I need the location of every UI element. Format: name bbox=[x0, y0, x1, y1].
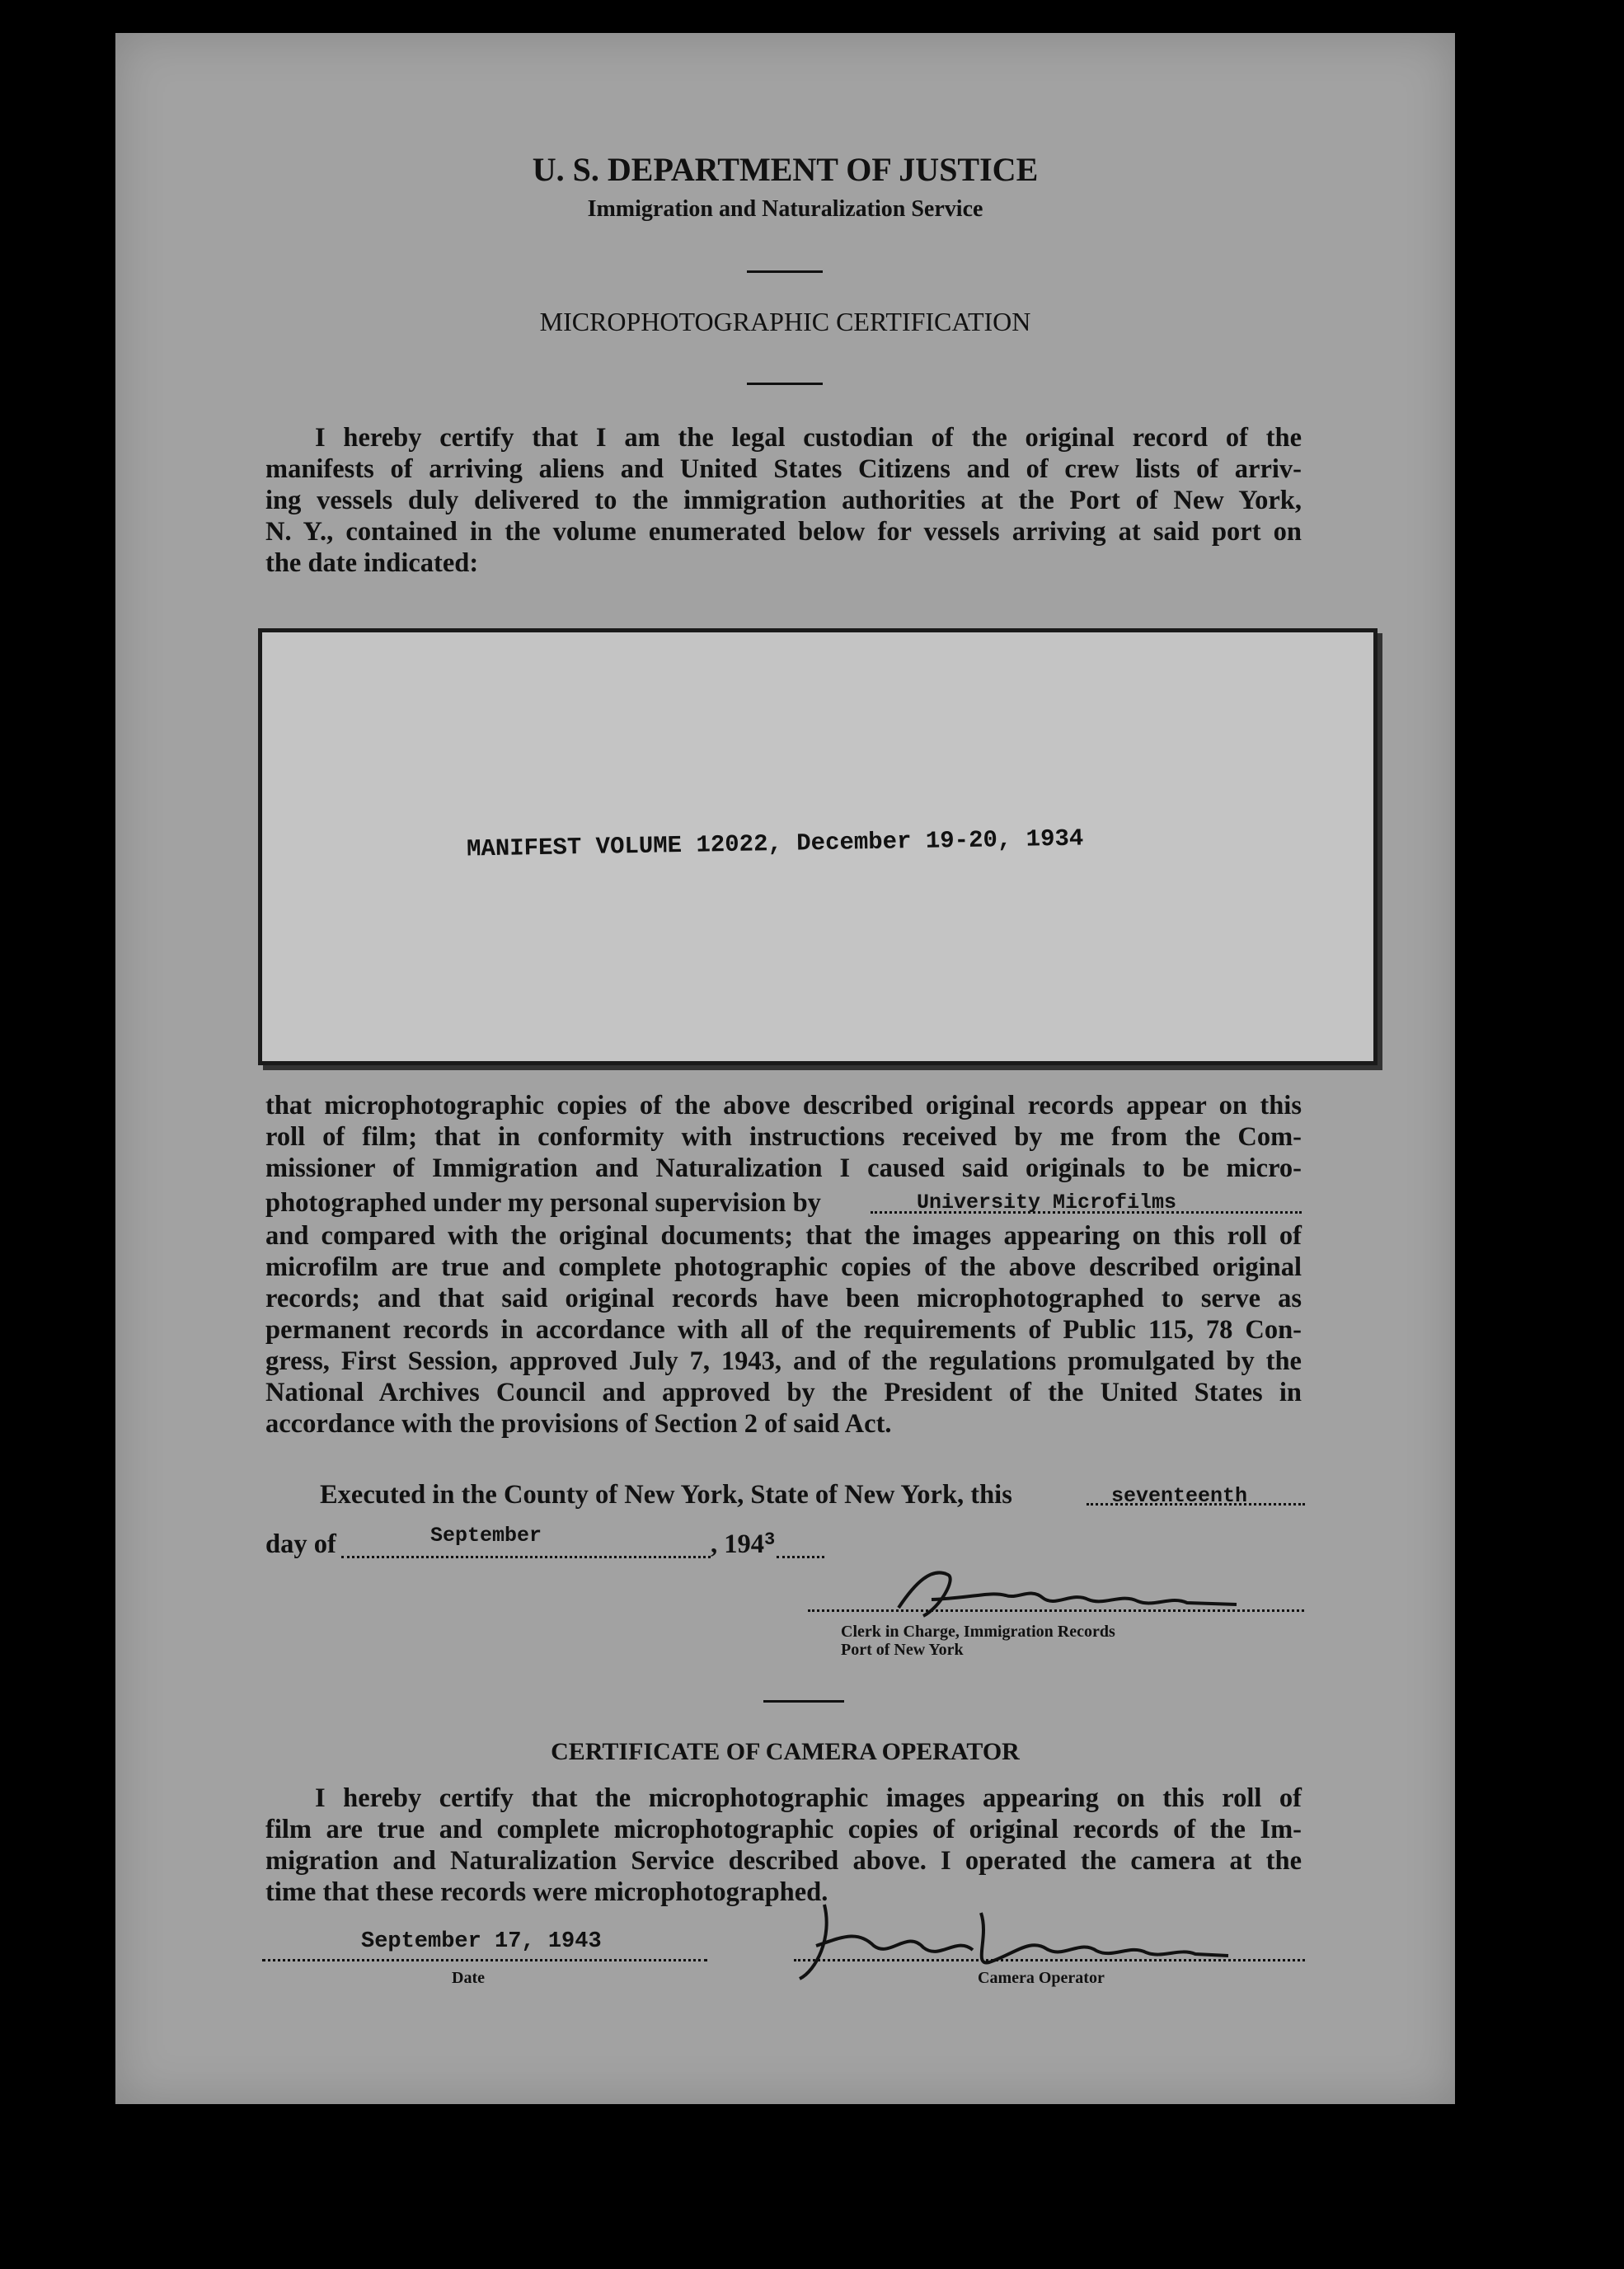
year-dotted-line bbox=[777, 1556, 824, 1558]
manifest-volume-text: MANIFEST VOLUME 12022, December 19-20, 1934 bbox=[466, 824, 1084, 863]
service-subtitle: Immigration and Naturalization Service bbox=[587, 196, 983, 222]
intro-line: N. Y., contained in the volume enumerated below for vessels arriving at said port on bbox=[265, 517, 1302, 547]
month-dotted-line bbox=[341, 1556, 711, 1558]
body-line: permanent records in accordance with all of the requirements of Public 115, 78 Con- bbox=[265, 1315, 1302, 1345]
clerk-title-line: Port of New York bbox=[841, 1641, 964, 1659]
camera-operator-label: Camera Operator bbox=[978, 1969, 1105, 1987]
camera-line: migration and Naturalization Service described above. I operated the camera at the bbox=[265, 1846, 1302, 1876]
camera-date-value: September 17, 1943 bbox=[361, 1929, 602, 1954]
camera-line: time that these records were microphotographed. bbox=[265, 1877, 828, 1907]
camera-line: film are true and complete microphotographic copies of original records of the Im- bbox=[265, 1815, 1302, 1844]
clerk-signature-line bbox=[808, 1609, 1304, 1612]
camera-date-line bbox=[262, 1959, 707, 1961]
clerk-title-line: Clerk in Charge, Immigration Records bbox=[841, 1623, 1115, 1641]
executed-line bbox=[320, 1479, 1305, 1512]
year-suffix: 3 bbox=[764, 1529, 776, 1550]
intro-paragraph bbox=[265, 422, 1302, 579]
date-line: day of September , $194^3$ bbox=[265, 1529, 826, 1565]
body-line: microfilm are true and complete photographic copies of the above described original bbox=[265, 1252, 1302, 1282]
supervision-label: photographed under my personal supervision by bbox=[265, 1188, 821, 1218]
intro-line: ing vessels duly delivered to the immigration authorities at the Port of New York, bbox=[265, 486, 1302, 515]
camera-operator-line bbox=[794, 1959, 1305, 1961]
month-value: September bbox=[430, 1524, 542, 1548]
executed-label: Executed in the County of New York, State of New York, this bbox=[320, 1480, 1012, 1510]
body-line: that microphotographic copies of the above described original records appear on this bbox=[265, 1091, 1302, 1120]
body-line: records; and that said original records have been microphotographed to serve as bbox=[265, 1284, 1302, 1313]
clerk-title bbox=[841, 1623, 1115, 1659]
divider bbox=[747, 270, 823, 273]
divider bbox=[747, 383, 823, 385]
day-value: seventeenth bbox=[1111, 1484, 1248, 1508]
camera-date-label: Date bbox=[452, 1969, 485, 1987]
body-line: gress, First Session, approved July 7, 1943, and of the regulations promulgated by the bbox=[265, 1346, 1302, 1376]
body-line: accordance with the provisions of Section 2 of said Act. bbox=[265, 1409, 892, 1439]
camera-line: I hereby certify that the microphotographic images appearing on this roll of bbox=[315, 1783, 1302, 1813]
day-of-label: day of bbox=[265, 1529, 336, 1559]
intro-line: I hereby certify that I am the legal custodian of the original record of the bbox=[315, 423, 1302, 453]
intro-line: manifests of arriving aliens and United States Citizens and of crew lists of arriv- bbox=[265, 454, 1302, 484]
year-prefix: 194 bbox=[724, 1529, 764, 1559]
body-line: roll of film; that in conformity with instructions received by me from the Com- bbox=[265, 1122, 1302, 1152]
agency-title: U. S. DEPARTMENT OF JUSTICE bbox=[532, 151, 1039, 188]
manifest-volume-card bbox=[258, 628, 1378, 1065]
certification-title: MICROPHOTOGRAPHIC CERTIFICATION bbox=[539, 307, 1031, 336]
body-paragraph bbox=[265, 1090, 1302, 1440]
body-line: National Archives Council and approved by the President of the United States in bbox=[265, 1378, 1302, 1407]
divider bbox=[763, 1700, 844, 1703]
microfilm-company-value: University Microfilms bbox=[917, 1191, 1177, 1214]
camera-certificate-heading: CERTIFICATE OF CAMERA OPERATOR bbox=[551, 1738, 1020, 1765]
certificate-document bbox=[115, 33, 1455, 2104]
intro-line: the date indicated: bbox=[265, 548, 479, 578]
body-line: and compared with the original documents; that the images appearing on this roll of bbox=[265, 1221, 1302, 1251]
supervision-line bbox=[265, 1187, 1302, 1220]
body-line: missioner of Immigration and Naturalization I caused said originals to be micro- bbox=[265, 1153, 1302, 1183]
